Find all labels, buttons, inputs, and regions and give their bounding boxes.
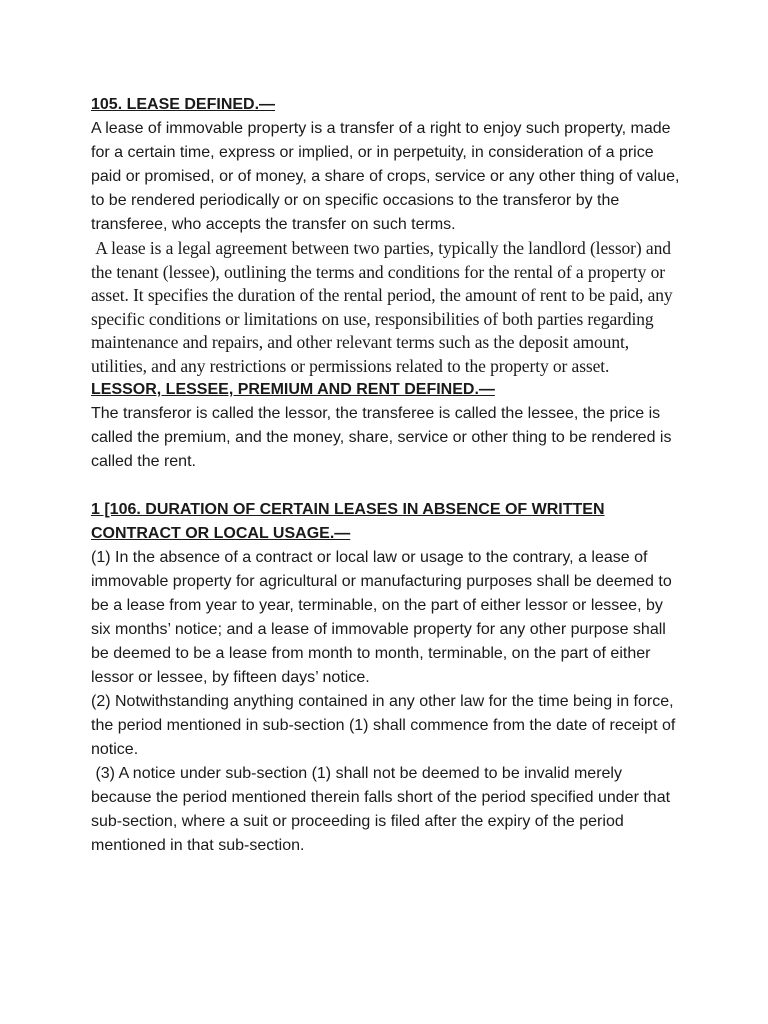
paragraph-spacer	[91, 474, 681, 498]
section-105-explanation: A lease is a legal agreement between two parties, typically the landlord (lessor) and the tenant (lessee), outlining the terms and conditions for the rental of a property or asset. It specifies the duration of the rental period, the amount of rent to be paid, any specific conditions or limitations on use, responsibilities of both parties regarding maintenance and repairs, and other relevant terms such as the deposit amount, utilities, and any restrictions or permissions related to the property or asset.	[91, 238, 677, 376]
section-106-subsection-3: (3) A notice under sub-section (1) shall not be deemed to be invalid merely because the period mentioned therein falls short of the period specified under that sub-section, where a suit or proceeding is filed after the expiry of the period mentioned in that sub-section.	[91, 765, 675, 854]
lessor-lessee-definition: The transferor is called the lessor, the transferee is called the lessee, the price is called the premium, and the money, share, service or other thing to be rendered is called the rent.	[91, 405, 672, 470]
lessor-lessee-heading: LESSOR, LESSEE, PREMIUM AND RENT DEFINED.—	[91, 381, 495, 398]
section-105-heading: 105. LEASE DEFINED.—	[91, 96, 276, 113]
section-105-definition: A lease of immovable property is a transfer of a right to enjoy such property, made for a certain time, express or implied, or in perpetuity, in consideration of a price paid or promised, or of money, a share of crops, service or any other thing of value, to be rendered periodically or on specific occasions to the transferor by the transferee, who accepts the transfer on such terms.	[91, 120, 680, 233]
section-106-subsection-1: (1) In the absence of a contract or local law or usage to the contrary, a lease of immovable property for agricultural or manufacturing purposes shall be deemed to be a lease from year to year, terminable, on the part of either lessor or lessee, by six months’ notice; and a lease of immovable property for any other purpose shall be deemed to be a lease from month to month, terminable, on the part of either lessor or lessee, by fifteen days’ notice.	[91, 549, 672, 686]
document-body	[91, 93, 681, 858]
section-106-heading: 1 [106. DURATION OF CERTAIN LEASES IN ABSENCE OF WRITTEN CONTRACT OR LOCAL USAGE.—	[91, 501, 605, 542]
section-106-subsection-2: (2) Notwithstanding anything contained in any other law for the time being in force, the period mentioned in sub-section (1) shall commence from the date of receipt of notice.	[91, 693, 676, 758]
